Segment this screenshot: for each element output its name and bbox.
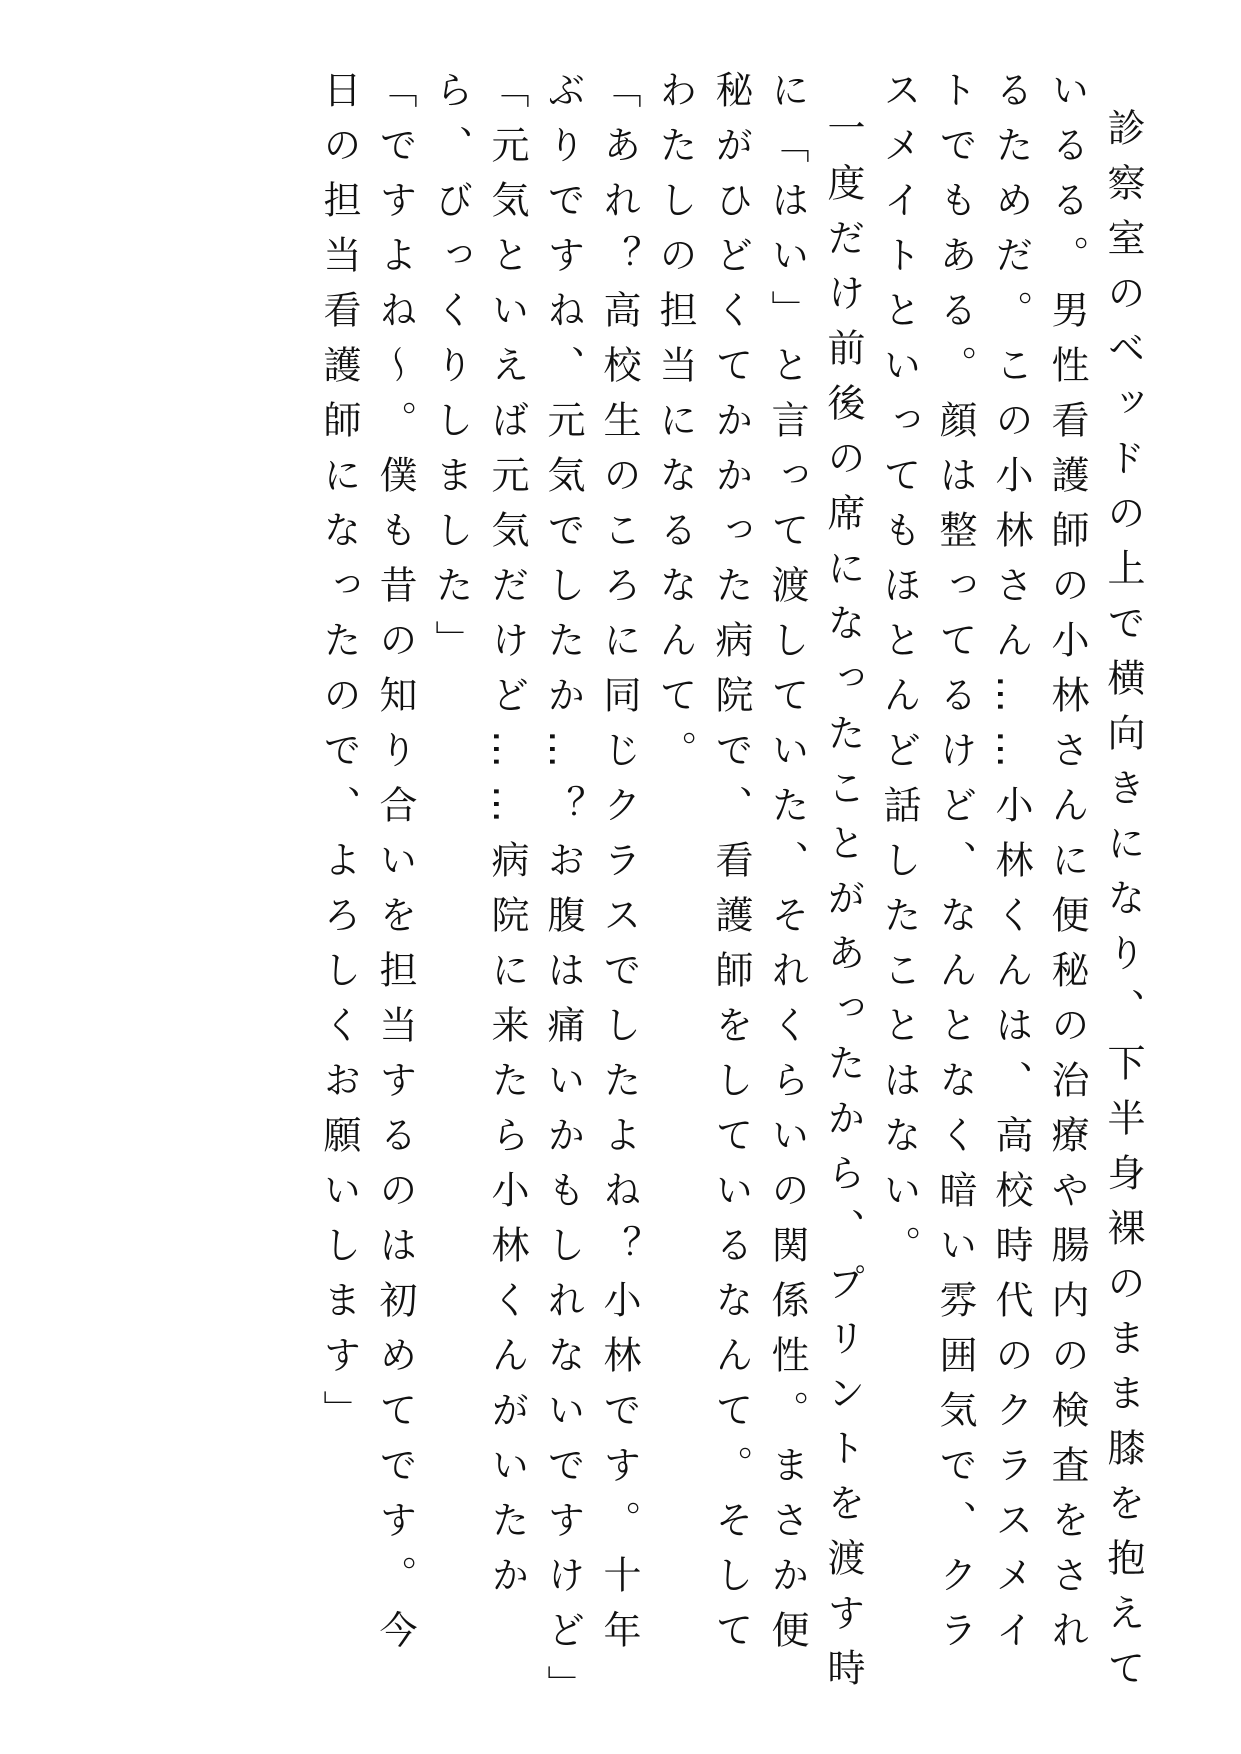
vertical-text-body bbox=[311, 70, 1151, 1720]
paragraph-narration-2: 一度だけ前後の席になったことがあったから、プリントを渡す時に「はい」と言って渡していた、それくらいの関係性。まさか便秘がひどくてかかった病院で、看護師をしているなんて。そしてわたしの担当になるなんて。 bbox=[653, 70, 865, 1703]
paragraph-dialogue-narrator: 「元気といえば元気だけど……病院に来たら小林くんがいたから、びっくりしました」 bbox=[429, 70, 529, 1610]
paragraph-narration-1: 診察室のベッドの上で横向きになり、下半身裸のまま膝を抱えているる。男性看護師の小林さんに便秘の治療や腸内の検査をされるためだ。この小林さん……小林くんは、高校時代のクラスメイトでもある。顔は整ってるけど、なんとなく暗い雰囲気で、クラスメイトといってもほとんど話したことはない。 bbox=[877, 70, 1145, 1703]
paragraph-dialogue-kobayashi-1: 「あれ？高校生のころに同じクラスでしたよね？小林です。十年ぶりですね、元気でしたか…？お腹は痛いかもしれないですけど」 bbox=[541, 70, 641, 1720]
paragraph-dialogue-kobayashi-2: 「ですよね〜。僕も昔の知り合いを担当するのは初めてです。今日の担当看護師になったので、よろしくお願いします」 bbox=[317, 70, 417, 1665]
